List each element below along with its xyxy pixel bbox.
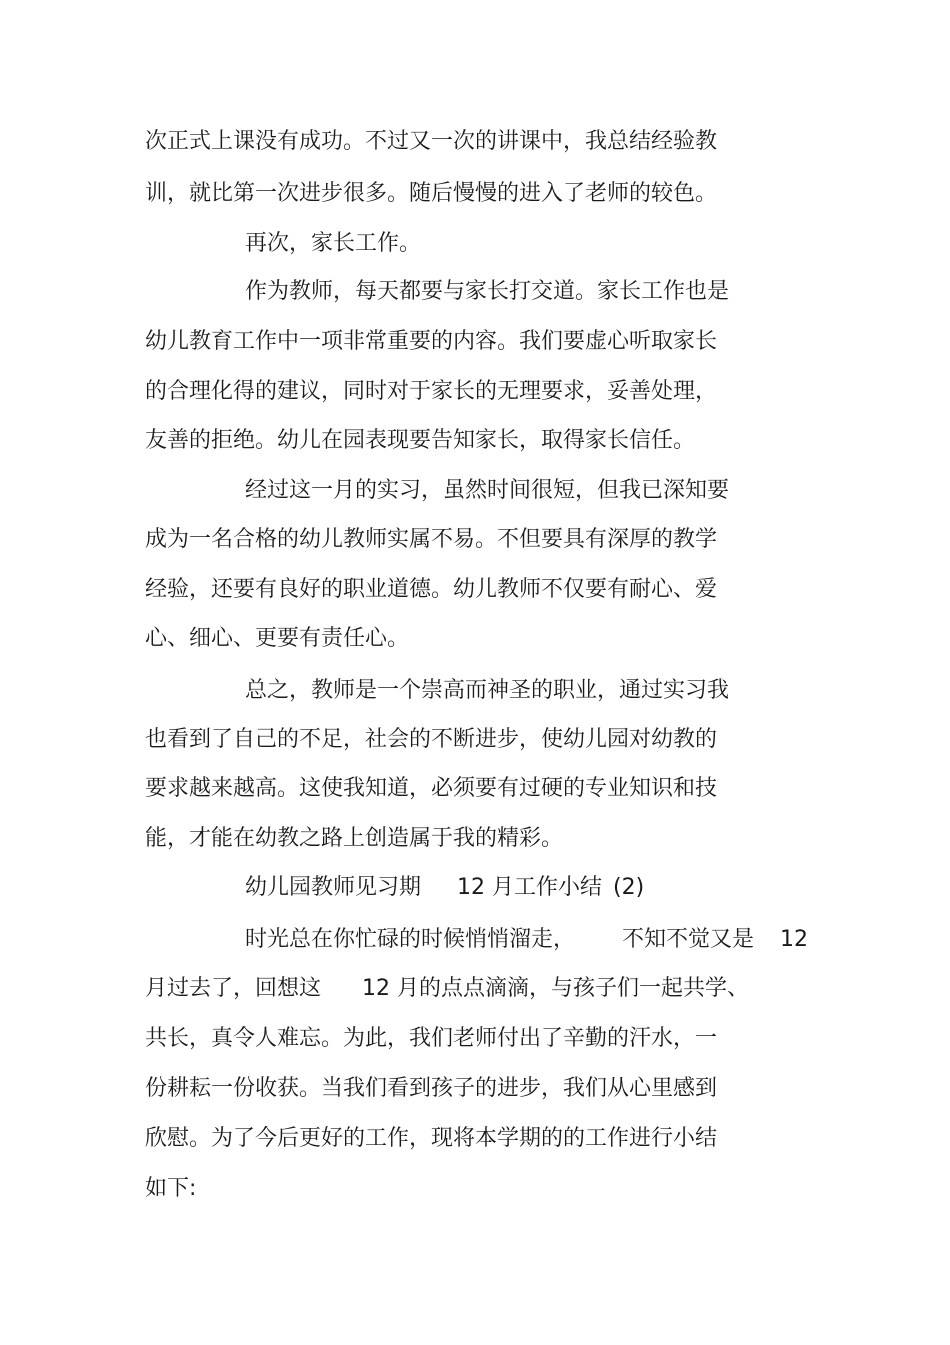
text-line: 能，才能在幼教之路上创造属于我的精彩。 <box>145 826 564 851</box>
text-line: 的合理化得的建议，同时对于家长的无理要求，妥善处理， <box>145 379 718 404</box>
heading-part: (2) <box>613 875 645 900</box>
text-line: 总之，教师是一个崇高而神圣的职业，通过实习我 <box>245 678 730 703</box>
text-line: 友善的拒绝。幼儿在园表现要告知家长，取得家长信任。 <box>145 428 696 453</box>
text-line: 要求越来越高。这使我知道，必须要有过硬的专业知识和技 <box>145 776 718 801</box>
text-line: 幼儿教育工作中一项非常重要的内容。我们要虚心听取家长 <box>145 329 718 354</box>
text-line: 也看到了自己的不足，社会的不断进步，使幼儿园对幼教的 <box>145 727 718 752</box>
text-line: 成为一名合格的幼儿教师实属不易。不但要具有深厚的教学 <box>145 527 718 552</box>
text-segment: 时光总在你忙碌的时候悄悄溜走， <box>245 927 576 952</box>
text-line: 欣慰。为了今后更好的工作，现将本学期的的工作进行小结 <box>145 1126 718 1151</box>
text-segment: 不知不觉又是 <box>622 927 755 952</box>
text-line: 经过这一月的实习，虽然时间很短，但我已深知要 <box>245 478 730 503</box>
text-line: 经验，还要有良好的职业道德。幼儿教师不仅要有耐心、爱 <box>145 577 718 602</box>
heading-part: 幼儿园教师见习期 <box>245 875 422 900</box>
text-segment: 月过去了，回想这 <box>145 976 322 1001</box>
text-line: 共长，真令人难忘。为此，我们老师付出了辛勤的汗水，一 <box>145 1026 718 1051</box>
text-line: 再次，家长工作。 <box>245 231 422 256</box>
text-line: 作为教师，每天都要与家长打交道。家长工作也是 <box>245 279 730 304</box>
heading-part: 12 月工作小结 <box>457 875 602 900</box>
text-segment: 12 <box>780 927 808 952</box>
text-line: 训，就比第一次进步很多。随后慢慢的进入了老师的较色。 <box>145 181 718 206</box>
text-segment: 12 月的点点滴滴，与孩子们一起共学、 <box>362 976 749 1001</box>
text-line: 心、细心、更要有责任心。 <box>145 626 410 651</box>
text-line: 次正式上课没有成功。不过又一次的讲课中，我总结经验教 <box>145 129 718 154</box>
text-line: 如下: <box>145 1176 197 1201</box>
text-line: 份耕耘一份收获。当我们看到孩子的进步，我们从心里感到 <box>145 1076 718 1101</box>
